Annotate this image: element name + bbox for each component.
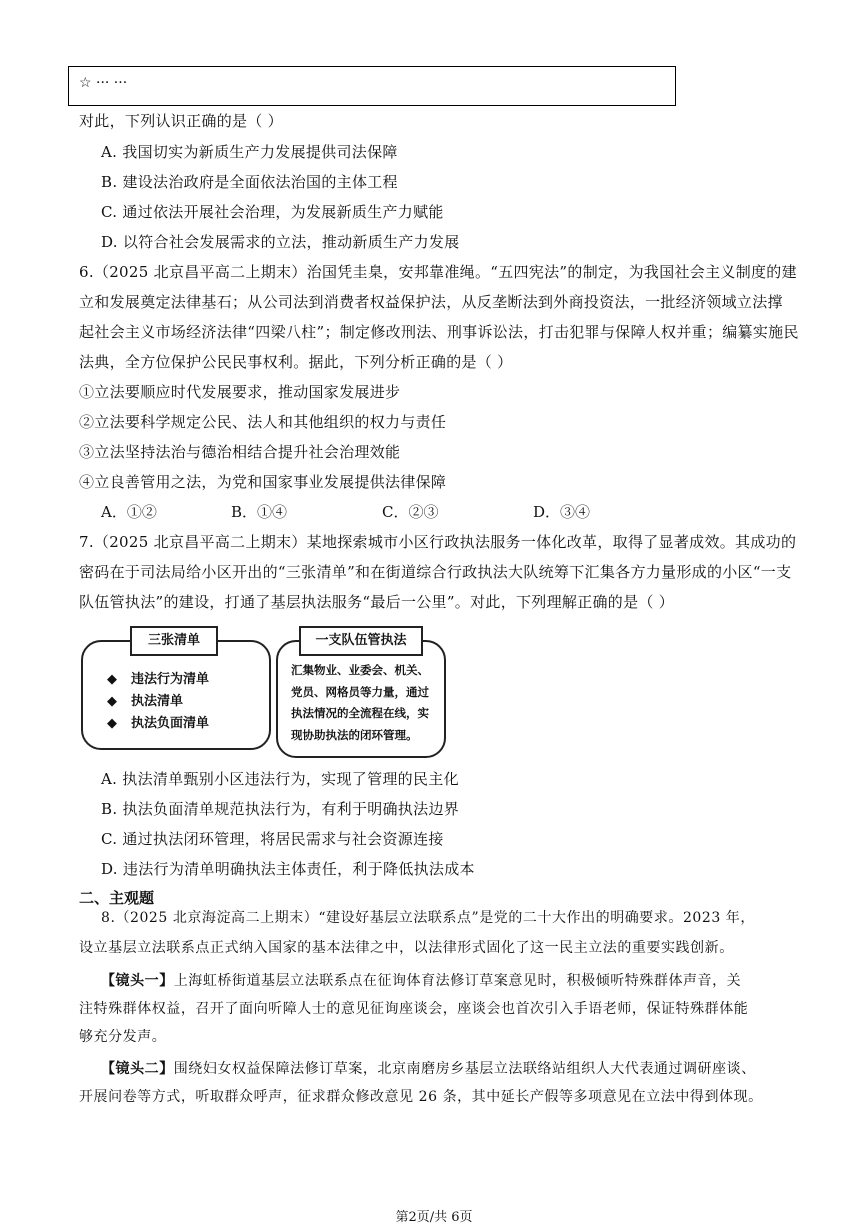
q8-scene2-line: 【镜头二】围绕妇女权益保障法修订草案，北京南磨房乡基层立法联络站组织人大代表通过调研座谈、	[101, 1061, 756, 1077]
q8-stem-line: 设立基层立法联系点正式纳入国家的基本法律之中，以法律形式固化了这一民主立法的重要实践创新。	[79, 940, 734, 956]
q6-stem-line: 立和发展奠定法律基石；从公司法到消费者权益保护法，从反垄断法到外商投资法，一批经济领域立法撑	[79, 293, 783, 311]
q6-choice-a[interactable]: A．①②	[101, 503, 157, 521]
three-lists-title: 三张清单	[130, 626, 218, 656]
three-lists-bullet: ◆ 执法清单	[107, 694, 184, 709]
q8-scene2-line: 开展问卷等方式，听取群众呼声，征求群众修改意见 26 条，其中延长产假等多项意见在立法中得到体现。	[79, 1089, 763, 1105]
q6-item: ②立法要科学规定公民、法人和其他组织的权力与责任	[79, 413, 447, 431]
q7-stem-line: 队伍管执法”的建设，打通了基层执法服务“最后一公里”。对此，下列理解正确的是（ ）	[79, 593, 675, 611]
q7-option-b[interactable]: B. 执法负面清单规范执法行为，有利于明确执法边界	[101, 800, 460, 818]
q5-option-d[interactable]: D. 以符合社会发展需求的立法，推动新质生产力发展	[101, 233, 460, 251]
q8-scene1-line: 【镜头一】上海虹桥街道基层立法联系点在征询体育法修订草案意见时，积极倾听特殊群体声音，关	[101, 973, 742, 989]
q6-item: ④立良善管用之法，为党和国家事业发展提供法律保障	[79, 473, 447, 491]
q8-stem-line: 8.（2025 北京海淀高二上期末）“建设好基层立法联系点”是党的二十大作出的明确要求。2023 年，	[101, 910, 755, 926]
q6-stem-line: 6.（2025 北京昌平高二上期末）治国凭圭臬，安邦靠准绳。“五四宪法”的制定，为我国社会主义制度的建	[79, 263, 797, 281]
q6-stem-line: 起社会主义市场经济法律“四梁八柱”；制定修改刑法、刑事诉讼法，打击犯罪与保障人权并重；编纂实施民	[79, 323, 799, 341]
q7-option-a[interactable]: A. 执法清单甄别小区违法行为，实现了管理的民主化	[101, 770, 459, 788]
q7-option-c[interactable]: C. 通过执法闭环管理，将居民需求与社会资源连接	[101, 830, 444, 848]
three-lists-bullet: ◆ 违法行为清单	[107, 672, 210, 687]
three-lists-bullet: ◆ 执法负面清单	[107, 716, 210, 731]
one-team-text: 汇集物业、业委会、机关、 党员、网格员等力量，通过 执法情况的全流程在线，实 现协助执法的闭环管理。	[291, 663, 429, 742]
top-context-box	[68, 66, 676, 106]
page-footer: 第2页/共 6页	[395, 1210, 473, 1225]
section-title: 二、主观题	[79, 889, 155, 907]
scene2-label: 【镜头二】	[101, 1061, 174, 1077]
q5-option-c[interactable]: C. 通过依法开展社会治理，为发展新质生产力赋能	[101, 203, 444, 221]
q7-option-d[interactable]: D. 违法行为清单明确执法主体责任，利于降低执法成本	[101, 860, 475, 878]
q7-stem-line: 7.（2025 北京昌平高二上期末）某地探索城市小区行政执法服务一体化改革，取得了显著成效。其成功的	[79, 533, 797, 551]
q7-stem-line: 密码在于司法局给小区开出的“三张清单”和在街道综合行政执法大队统筹下汇集各方力量形成的小区“一支	[79, 563, 792, 581]
q5-option-a[interactable]: A. 我国切实为新质生产力发展提供司法保障	[101, 143, 398, 161]
one-team-title: 一支队伍管执法	[299, 626, 423, 656]
q6-stem-line: 法典，全方位保护公民民事权利。据此，下列分析正确的是（ ）	[79, 353, 513, 371]
q6-choice-c[interactable]: C．②③	[382, 503, 439, 521]
q8-scene1-line: 注特殊群体权益，召开了面向听障人士的意见征询座谈会，座谈会也首次引入手语老师，保证特殊群体能	[79, 1001, 749, 1017]
scene1-label: 【镜头一】	[101, 973, 174, 989]
q5-stem: 对此，下列认识正确的是（ ）	[79, 112, 283, 130]
q6-item: ①立法要顺应时代发展要求，推动国家发展进步	[79, 383, 401, 401]
q6-item: ③立法坚持法治与德治相结合提升社会治理效能	[79, 443, 401, 461]
q6-choice-d[interactable]: D．③④	[533, 503, 591, 521]
q8-scene1-line: 够充分发声。	[79, 1029, 167, 1045]
q6-choice-b[interactable]: B．①④	[231, 503, 288, 521]
top-box-text: ☆ ··· ···	[79, 75, 128, 91]
q5-option-b[interactable]: B. 建设法治政府是全面依法治国的主体工程	[101, 173, 398, 191]
